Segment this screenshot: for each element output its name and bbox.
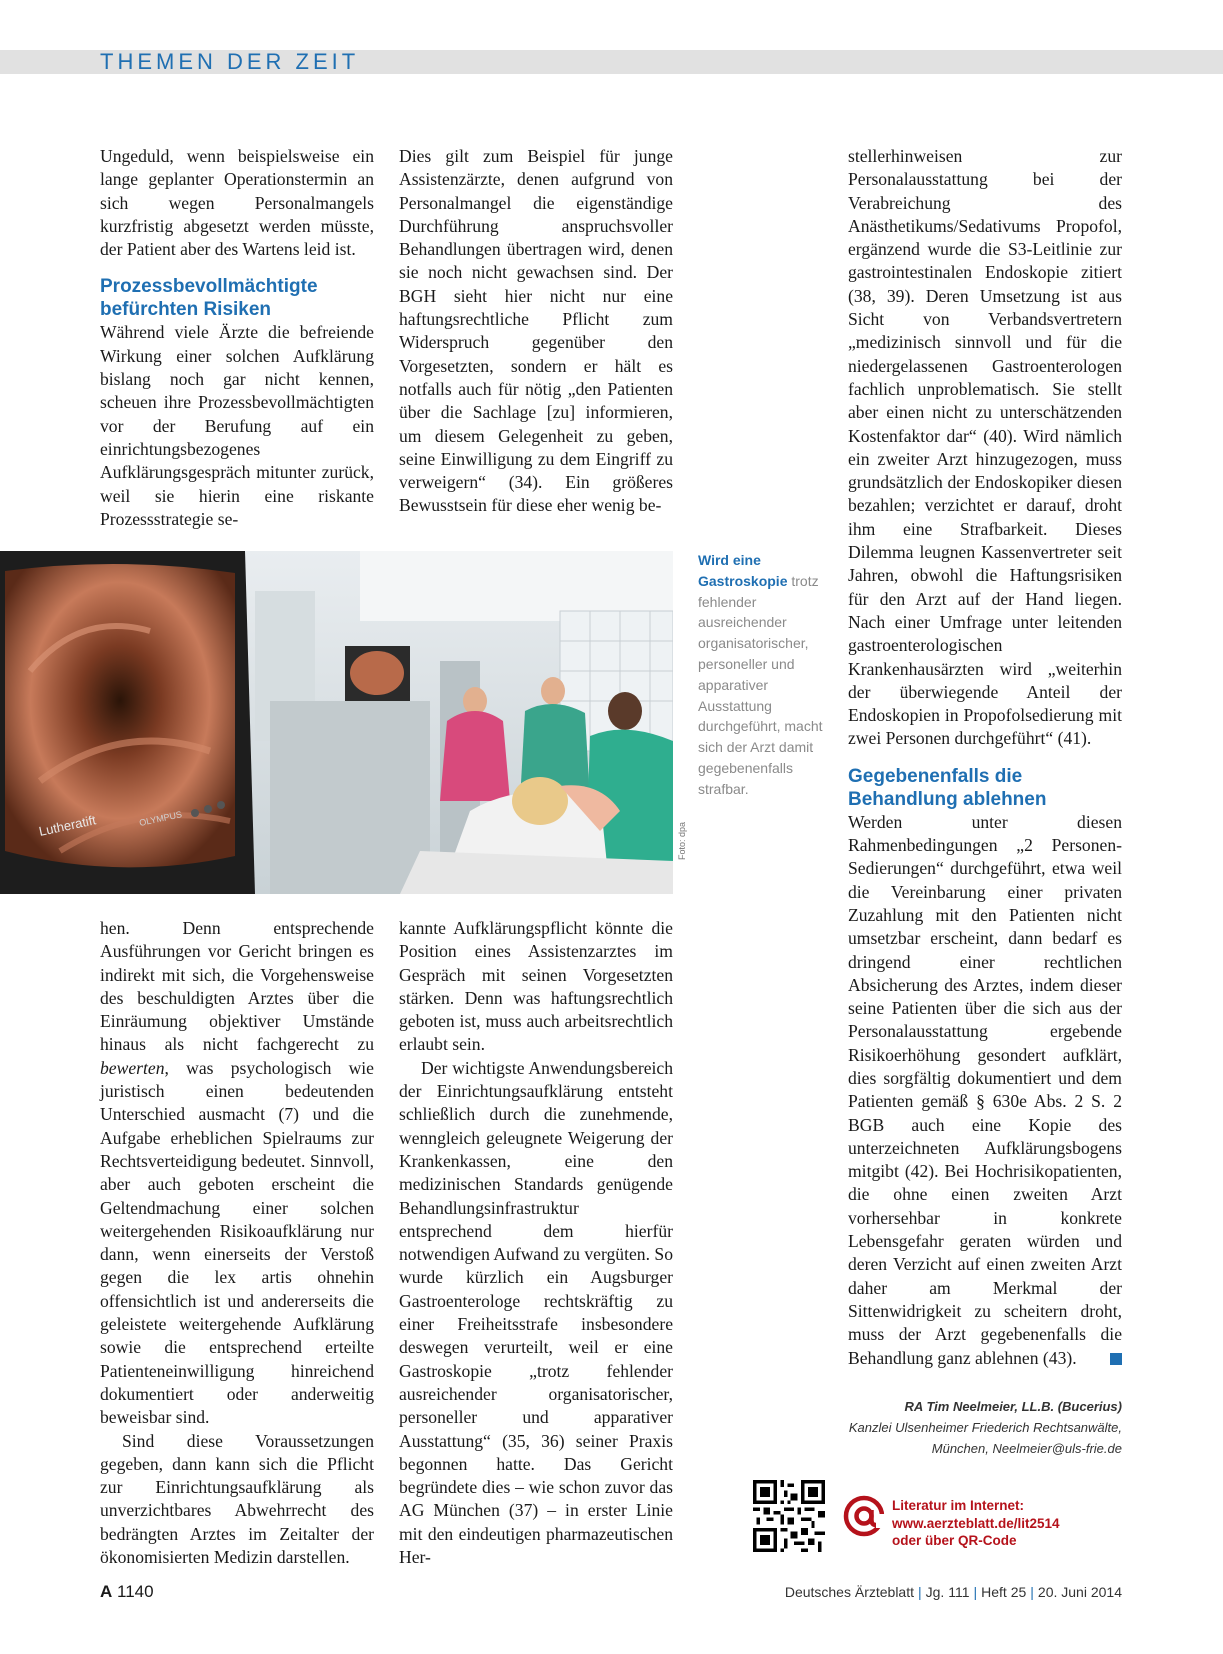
paragraph: hen. Denn entsprechende Ausführungen vor Gericht bringen es indirekt mit sich, die Vorgehensweise des beschuldigten Arztes über die Einräumung objektiver Umstände hinaus als nicht fachgerecht zu bewerten, was psychologisch wie juristisch einen bedeutenden Unterschied ausmacht (7) und die Aufgabe erheblichen Spielraums zur Rechtsverteidigung bedeutet. Sinnvoll, aber auch geboten erscheint die Geltendmachung einer solchen weitergehenden Risikoaufklärung nur dann, wenn einerseits der Verstoß gegen die lex artis ohnehin offensichtlich ist und andererseits die geleistete weitergehende Aufklärung sowie die entsprechend erteilte Patienteneinwilligung hinreichend dokumentiert oder anderweitig beweisbar sind. [100, 918, 374, 1428]
page-number: A 1140 [100, 1582, 154, 1601]
journal-date: 20. Juni 2014 [1037, 1584, 1122, 1600]
paragraph: kannte Aufklärungspflicht könnte die Position eines Assistenzarztes im Gespräch mit seinen Vorgesetzten stärken. Denn was haftungsrechtlich geboten ist, muss auch arbeitsrechtlich erlaubt sein. [399, 918, 673, 1055]
endoscopy-photo [0, 551, 673, 894]
column-middle-top [399, 145, 673, 518]
caption-lead: Wird eine Gastroskopie [698, 552, 788, 589]
journal-name: Deutsches Ärzteblatt [784, 1584, 914, 1600]
paragraph: Während viele Ärzte die befreiende Wirkung einer solchen Aufklärung bislang noch gar nicht kennen, scheuen ihre Prozessbevollmächtigten vor der Berufung auf ein einrichtungsbezogenes Aufklärungsgespräch mitunter zurück, weil sie hierin eine riskante Prozessstrategie se- [100, 322, 374, 529]
subheading-risks: Prozessbevollmächtigte befürchten Risiken [100, 276, 318, 321]
photo-credit: Foto: dpa [677, 821, 687, 860]
author-firm: Kanzlei Ulsenheimer Friederich Rechtsanwälte, [848, 1420, 1122, 1435]
journal-footer: Deutsches Ärzteblatt | Jg. 111 | Heft 25 | 20. Juni 2014 [784, 1584, 1122, 1600]
section-title: THEMEN DER ZEIT [100, 49, 360, 74]
literature-link[interactable]: Literatur im Internet: www.aerzteblatt.de/lit2514 oder über QR-Code [892, 1498, 1060, 1548]
paragraph: stellerhinweisen zur Personalausstattung bei der Verabreichung des Anästhetikums/Sedativums Propofol, ergänzend wurde die S3-Leitlinie zur gastrointestinalen Endoskopie zitiert (38, 39). Deren Umsetzung ist aus Sicht von Verbandsvertretern „medizinisch sinnvoll und für die niedergelassenen Gastroenterologen fachlich unproblematisch. Sie stellt aber einen nicht zu unterschätzenden Kostenfaktor dar“ (40). Wird nämlich ein zweiter Arzt hinzugezogen, muss grundsätzlich der Endoskopiker diesen bezahlen; verzichtet er darauf, droht ihm eine Strafbarkeit. Dieses Dilemma leugnen Kassenvertreter seit Jahren, obwohl die Haftungsrisiken für den Arzt auf der Hand liegen. Nach einer Umfrage unter leitenden gastroenterologischen Krankenhausärzten wird „weiterhin der überwiegende Anteil der Endoskopien in Propofolsedierung mit zwei Personen durchgeführt“ (41). [848, 146, 1122, 749]
author-contact: München, Neelmeier@uls-frie.de [931, 1441, 1122, 1456]
caption-text: trotz fehlender ausreichender organisatorischer, personeller und apparativer Ausstattung durchgeführt, macht sich der Arzt damit gegebenenfalls strafbar. [698, 572, 823, 797]
subheading-decline: Gegebenenfalls die Behandlung ablehnen [848, 765, 1047, 810]
column-middle-bottom [399, 917, 673, 1569]
monitor-brand: OLYMPUS [138, 809, 183, 828]
paragraph: Werden unter diesen Rahmenbedingungen „2 Personen-Sedierungen“ durchgeführt, etwa weil die Vereinbarung einer privaten Zuzahlung mit den Patienten nicht umsetzbar erscheint, dann bedarf es dringend einer rechtlichen Absicherung des Arztes, indem dieser seine Patienten über die sich aus der Personalausstattung ergebende Risikoerhöhung gesondert aufklärt, dies sorgfältig dokumentiert und dem Patienten gemäß § 630e Abs. 2 S. 2 BGB auch eine Kopie des unterzeichneten Aufklärungsbogens mitgibt (42). Bei Hochrisikopatienten, die ohne einen zweiten Arzt vorhersehbar in konkrete Lebensgefahr geraten würden und deren Verzicht auf einen zweiten Arzt daher am Merkmal der Sittenwidrigkeit zu scheitern droht, muss der Arzt gegebenenfalls die Behandlung ganz ablehnen (43). [848, 811, 1122, 1368]
column-left-bottom [100, 917, 374, 1569]
paragraph: Dies gilt zum Beispiel für junge Assistenzärzte, denen aufgrund von Personalmangel die eigenständige Durchführung anspruchsvoller Behandlungen übertragen wird, denen sie noch nicht gewachsen sind. Der BGH sieht hier nicht nur eine haftungsrechtliche Pflicht zum Widerspruch gegenüber den Vorgesetzten, sondern er hält es notfalls auch für nötig „den Patienten über die Sachlage [zu] informieren, um diesem Gelegenheit zu geben, seine Einwilligung zu dem Eingriff zu verweigern“ (34). Ein größeres Bewusstsein für diese eher wenig be- [399, 146, 673, 516]
emphasis: bewerten [100, 1057, 165, 1078]
column-left-top [100, 145, 374, 531]
column-right [848, 145, 1122, 1370]
at-sign-icon [842, 1494, 886, 1538]
end-of-article-square [1110, 1353, 1122, 1365]
journal-issue: Heft 25 [981, 1584, 1027, 1600]
paragraph: Der wichtigste Anwendungsbereich der Einrichtungsaufklärung entsteht schließlich durch die zunehmende, wenngleich geleugnete Weigerung der Krankenkassen, eine den medizinischen Standards genügende Behandlungsinfrastruktur entsprechend dem hierfür notwendigen Aufwand zu vergüten. So wurde kürzlich ein Augsburger Gastroenterologe rechtskräftig zu einer Freiheitsstrafe insbesondere deswegen verurteilt, weil er eine Gastroskopie „trotz fehlender ausreichender organisatorischer, personeller und apparativer Ausstattung“ (35, 36) seiner Praxis begonnen hatte. Das Gericht begründete dies – wie schon zuvor das AG München (37) – in erster Linie mit den eindeutigen pharmazeutischen Her- [399, 1057, 673, 1568]
paragraph: Ungeduld, wenn beispielsweise ein lange geplanter Operationstermin an sich wegen Personalmangels kurzfristig abgesetzt werden müsste, der Patient aber des Wartens leid ist. [100, 146, 374, 260]
qr-code-icon[interactable] [753, 1480, 825, 1552]
paragraph: Sind diese Voraussetzungen gegeben, dann kann sich die Pflicht zur Einrichtungsaufklärung als unverzichtbares Abwehrrecht des bedrängten Arztes im Zeitalter der ökonomisierten Medizin darstellen. [100, 1430, 374, 1568]
literature-url[interactable]: www.aerzteblatt.de/lit2514 [892, 1515, 1060, 1531]
author-block [840, 1396, 1122, 1459]
author-name: RA Tim Neelmeier, LL.B. (Bucerius) [904, 1399, 1122, 1414]
monitor-label: Lutheratift [37, 812, 98, 839]
photo-caption [698, 550, 828, 800]
journal-volume: Jg. 111 [925, 1584, 970, 1600]
